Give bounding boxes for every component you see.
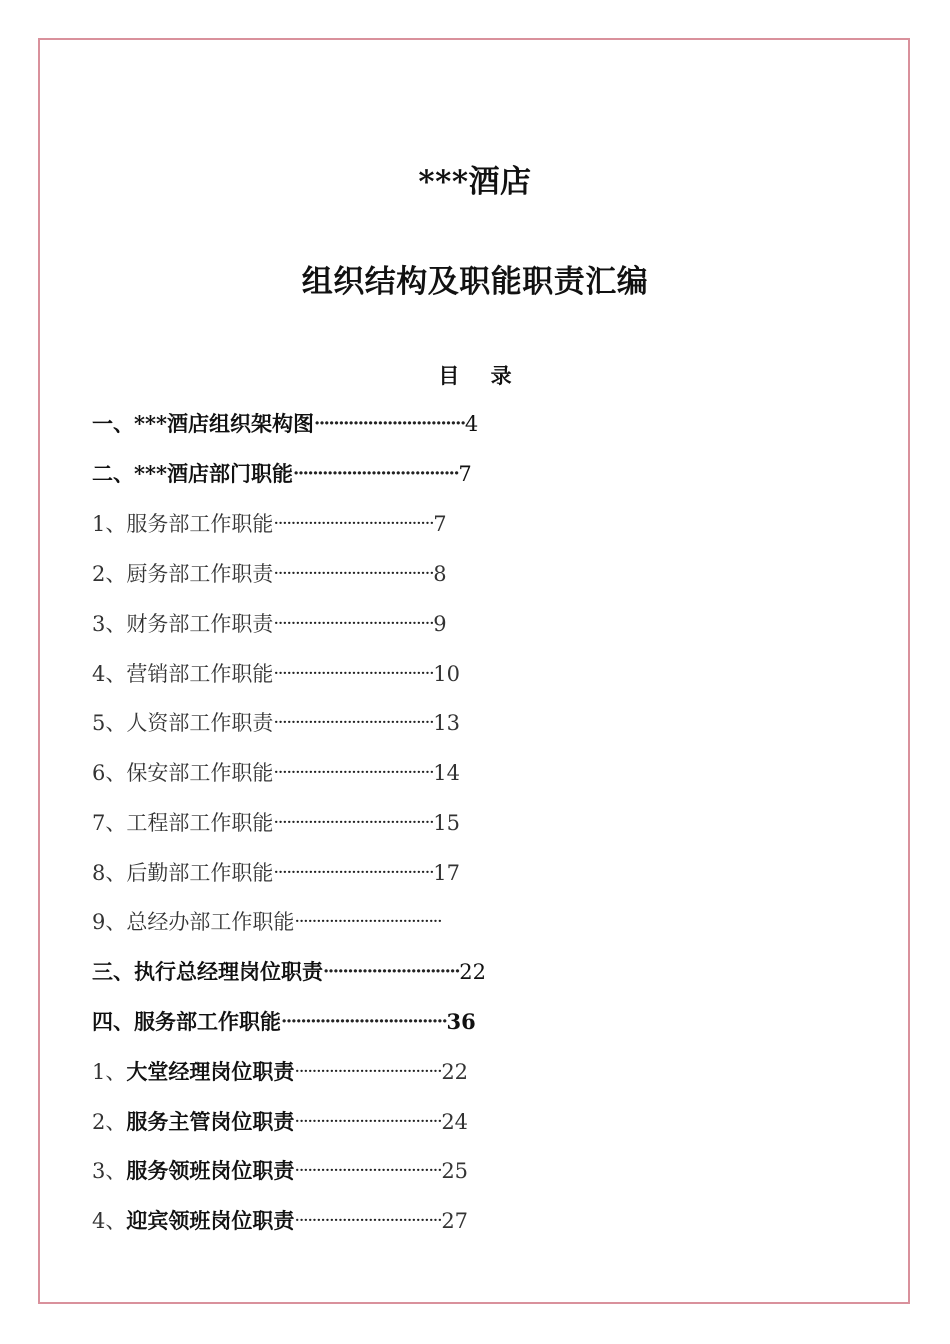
toc-entry-number: 1、 xyxy=(92,1060,127,1084)
toc-entry-number: 4、 xyxy=(92,662,127,686)
toc-entry-title: 服务领班岗位职责 xyxy=(126,1158,295,1183)
toc-entry-title: ***酒店组织架构图 xyxy=(134,411,314,436)
toc-entry-number: 一、 xyxy=(92,411,134,436)
toc-entry-title: 后勤部工作职能 xyxy=(126,861,274,885)
toc-entry-title: 服务部工作职能 xyxy=(134,1009,281,1034)
toc-entry-title: 总经办部工作职能 xyxy=(126,910,295,934)
toc-entry-page: 9 xyxy=(433,612,447,636)
toc-entry-title: 财务部工作职责 xyxy=(126,612,274,636)
toc-entry-page: 24 xyxy=(441,1110,469,1134)
toc-entry-number: 二、 xyxy=(92,461,134,486)
toc-entry-leader: ····································· xyxy=(273,513,434,534)
toc-entry-page: 13 xyxy=(433,711,461,735)
toc-entry-leader: ·································· xyxy=(294,1210,442,1231)
toc-entry-number: 9、 xyxy=(92,910,127,934)
toc-entry-page: 8 xyxy=(433,562,447,586)
toc-entry[interactable] xyxy=(92,1156,468,1186)
toc-entry[interactable] xyxy=(92,659,460,689)
toc-entry-page: 7 xyxy=(433,512,447,536)
toc-entry-number: 1、 xyxy=(92,512,127,536)
toc-entry-page: 10 xyxy=(433,662,461,686)
toc-entry-number: 4、 xyxy=(92,1209,127,1233)
toc-entry-number: 2、 xyxy=(92,1110,127,1134)
toc-entry[interactable] xyxy=(92,858,460,888)
toc-entry-number: 6、 xyxy=(92,761,127,785)
toc-entry-title: 保安部工作职能 xyxy=(126,761,274,785)
toc-entry-title: 工程部工作职能 xyxy=(126,811,274,835)
toc-entry-leader: ···························· xyxy=(323,961,460,982)
toc-entry-title: 厨务部工作职责 xyxy=(126,562,274,586)
toc-entry-page: 17 xyxy=(433,861,461,885)
toc-entry-page: 15 xyxy=(433,811,461,835)
toc-entry-page: 25 xyxy=(441,1159,469,1183)
toc-entry-leader: ·································· xyxy=(294,1160,442,1181)
toc-entry[interactable] xyxy=(92,1007,476,1037)
toc-entry[interactable] xyxy=(92,907,441,937)
toc-entry-leader: ····································· xyxy=(273,613,434,634)
toc-entry[interactable] xyxy=(92,509,447,539)
toc-entry-number: 5、 xyxy=(92,711,127,735)
toc-entry-title: 服务主管岗位职责 xyxy=(126,1109,295,1134)
toc-entry[interactable] xyxy=(92,609,447,639)
toc-entry-number: 三、 xyxy=(92,959,134,984)
toc-entry-number: 2、 xyxy=(92,562,127,586)
toc-entry[interactable] xyxy=(92,1107,468,1137)
toc-entry-leader: ····································· xyxy=(273,812,434,833)
toc-entry-leader: ····································· xyxy=(273,762,434,783)
toc-entry-leader: ····································· xyxy=(273,862,434,883)
toc-entry-leader: ·································· xyxy=(294,1061,442,1082)
toc-entry-leader: ·································· xyxy=(294,911,442,932)
toc-entry-number: 7、 xyxy=(92,811,127,835)
toc-entry[interactable] xyxy=(92,957,486,987)
toc-entry-page: 4 xyxy=(464,412,479,436)
document-subtitle: 组织结构及职能职责汇编 xyxy=(301,264,649,300)
toc-entry-page: 36 xyxy=(446,1009,476,1034)
toc-entry-page: 7 xyxy=(458,462,472,486)
toc-entry-leader: ····································· xyxy=(273,563,434,584)
toc-entry[interactable] xyxy=(92,758,460,788)
toc-entry-page: 22 xyxy=(459,960,486,984)
toc-entry[interactable] xyxy=(92,559,447,589)
toc-entry-title: 迎宾领班岗位职责 xyxy=(126,1208,295,1233)
toc-entry-page: 22 xyxy=(441,1060,469,1084)
toc-entry-page: 27 xyxy=(441,1209,469,1233)
toc-entry-number: 四、 xyxy=(92,1009,134,1034)
toc-entry-title: 大堂经理岗位职责 xyxy=(126,1059,295,1084)
toc-entry-leader: ····································· xyxy=(273,663,434,684)
toc-entry-number: 8、 xyxy=(92,861,127,885)
toc-entry-leader: ······························· xyxy=(313,413,465,434)
toc-heading: 目 录 xyxy=(438,363,512,388)
document-title: ***酒店 xyxy=(418,164,532,200)
toc-entry-leader: ·································· xyxy=(281,1011,447,1032)
toc-entry[interactable] xyxy=(92,409,478,439)
toc-entry[interactable] xyxy=(92,808,460,838)
toc-entry-title: 营销部工作职能 xyxy=(126,662,274,686)
toc-entry-title: 服务部工作职能 xyxy=(126,512,274,536)
toc-entry-title: 人资部工作职责 xyxy=(126,711,274,735)
toc-entry-title: 执行总经理岗位职责 xyxy=(134,959,323,984)
toc-entry-title: ***酒店部门职能 xyxy=(134,461,293,486)
toc-entry[interactable] xyxy=(92,708,460,738)
toc-entry-leader: ····································· xyxy=(273,712,434,733)
toc-entry-leader: ·································· xyxy=(292,463,459,484)
toc-entry-number: 3、 xyxy=(92,1159,127,1183)
toc-entry[interactable] xyxy=(92,459,472,489)
toc-entry-page: 14 xyxy=(433,761,461,785)
toc-entry[interactable] xyxy=(92,1206,468,1236)
toc-entry-number: 3、 xyxy=(92,612,127,636)
toc-entry[interactable] xyxy=(92,1057,468,1087)
toc-entry-leader: ·································· xyxy=(294,1111,442,1132)
